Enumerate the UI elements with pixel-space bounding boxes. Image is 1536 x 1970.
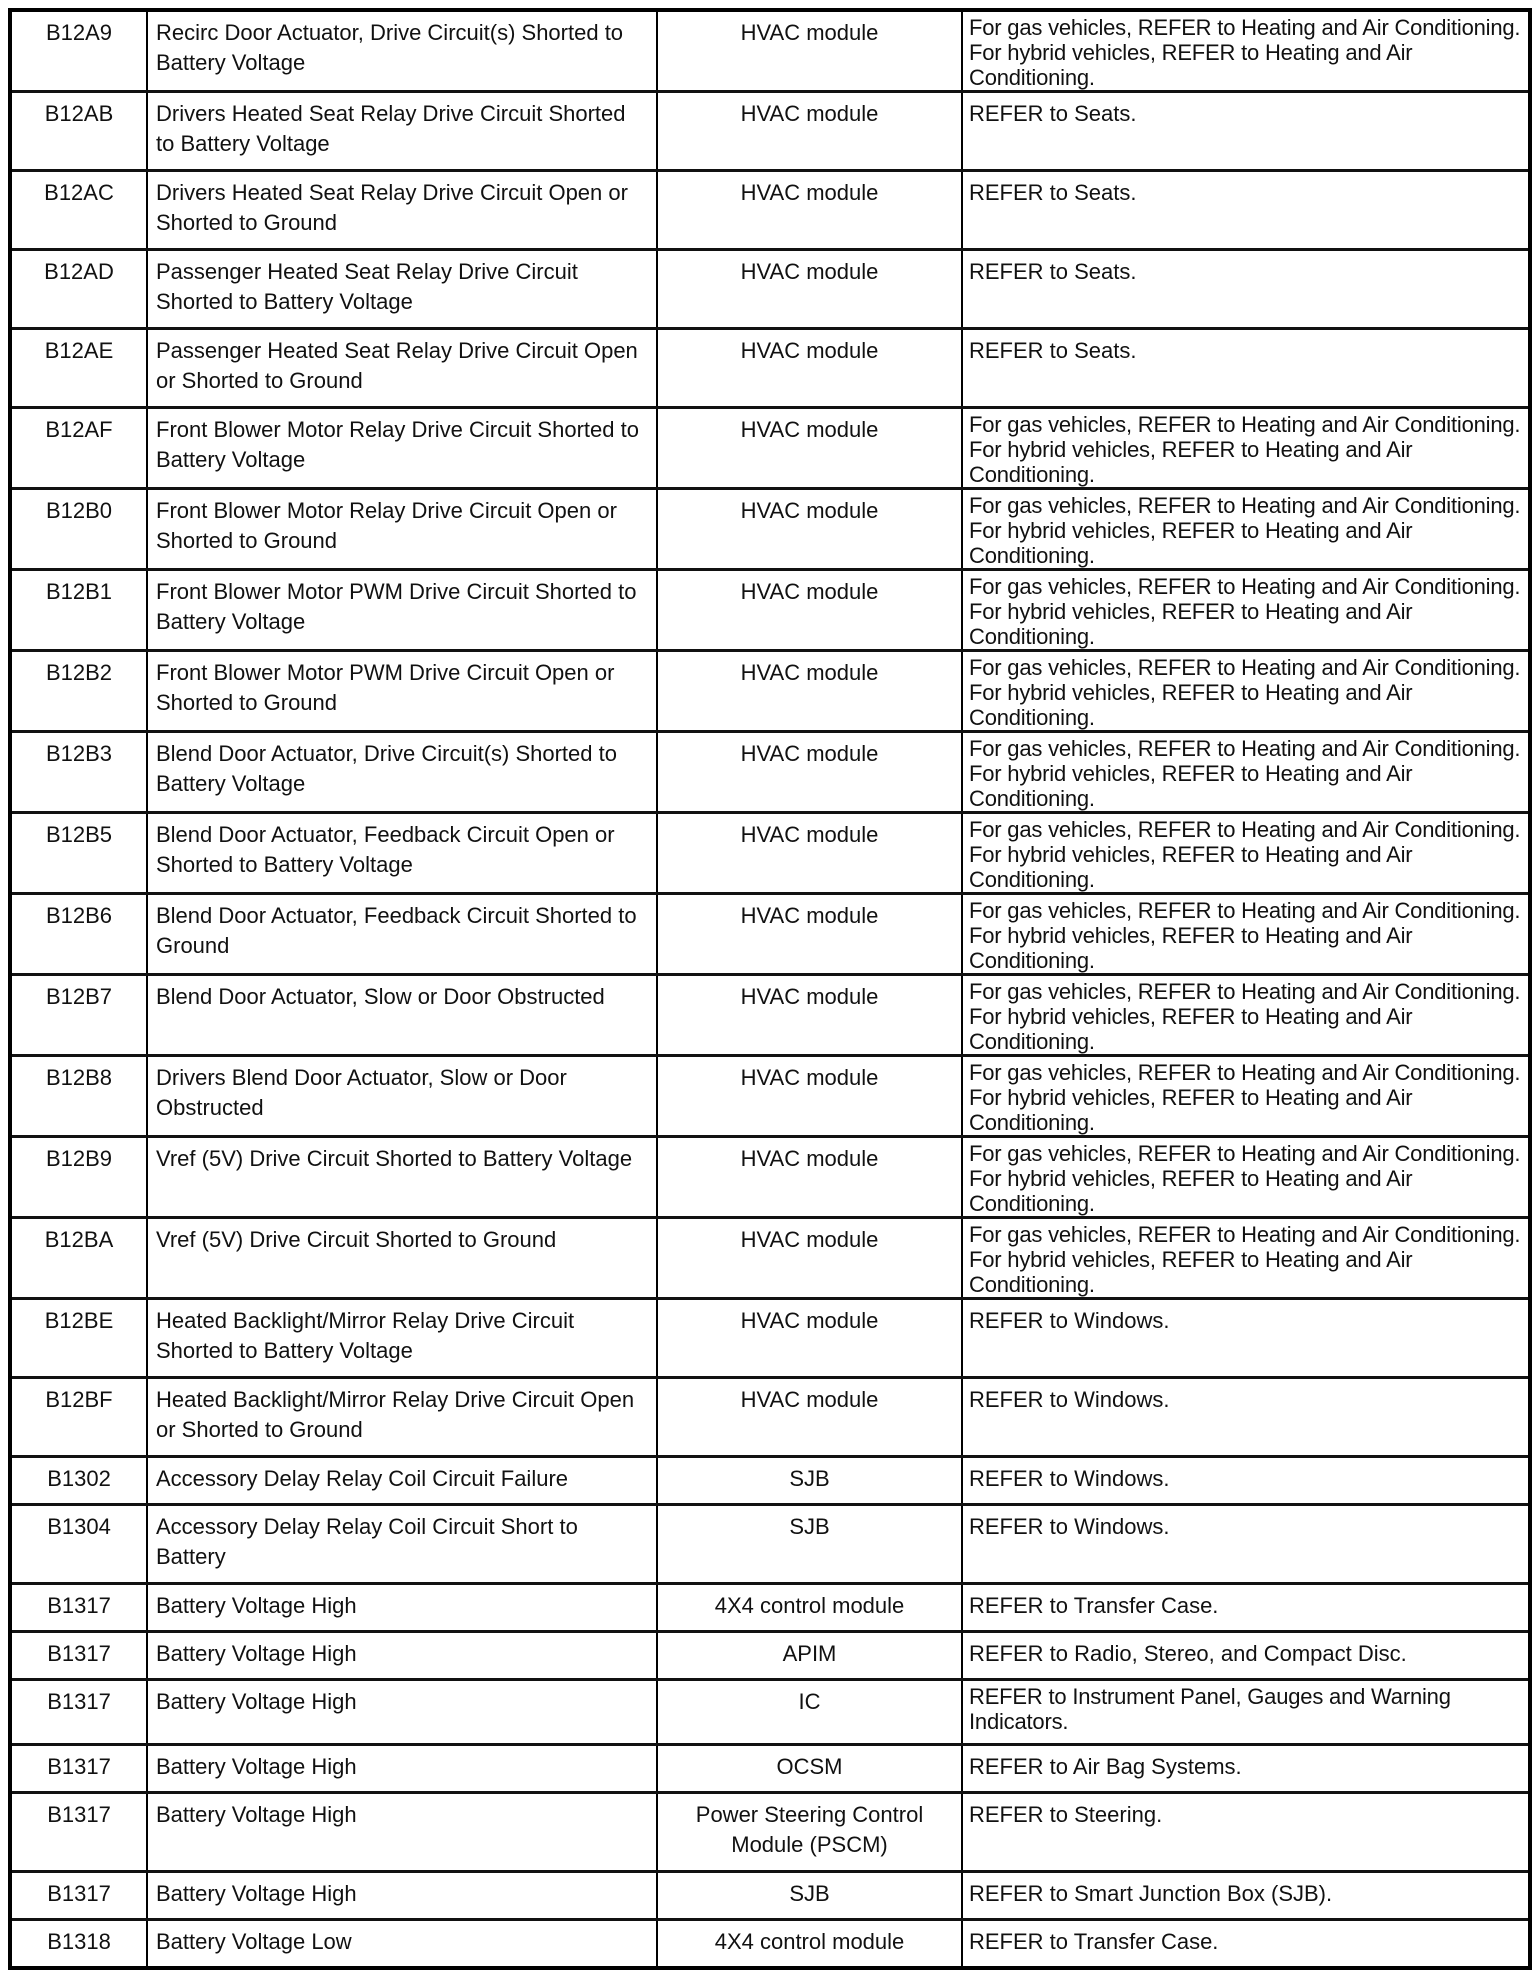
dtc-description: Accessory Delay Relay Coil Circuit Short to Battery	[147, 1505, 657, 1584]
table-row	[10, 1056, 1530, 1137]
dtc-module: HVAC module	[657, 732, 962, 813]
dtc-description: Passenger Heated Seat Relay Drive Circuit Shorted to Battery Voltage	[147, 250, 657, 329]
table-row	[10, 489, 1530, 570]
dtc-action: REFER to Seats.	[962, 250, 1530, 329]
dtc-code: B12BF	[10, 1378, 147, 1457]
dtc-code: B1317	[10, 1745, 147, 1793]
dtc-action: For gas vehicles, REFER to Heating and Air Conditioning. For hybrid vehicles, REFER to Heating and Air Conditioning.	[962, 732, 1530, 813]
dtc-action: For gas vehicles, REFER to Heating and Air Conditioning. For hybrid vehicles, REFER to Heating and Air Conditioning.	[962, 1137, 1530, 1218]
dtc-code: B12B2	[10, 651, 147, 732]
table-row	[10, 1584, 1530, 1632]
dtc-description: Heated Backlight/Mirror Relay Drive Circuit Shorted to Battery Voltage	[147, 1299, 657, 1378]
dtc-module: HVAC module	[657, 813, 962, 894]
dtc-description: Battery Voltage High	[147, 1745, 657, 1793]
dtc-action: For gas vehicles, REFER to Heating and Air Conditioning. For hybrid vehicles, REFER to Heating and Air Conditioning.	[962, 489, 1530, 570]
dtc-description: Battery Voltage High	[147, 1632, 657, 1680]
dtc-module: HVAC module	[657, 329, 962, 408]
dtc-action: For gas vehicles, REFER to Heating and Air Conditioning. For hybrid vehicles, REFER to Heating and Air Conditioning.	[962, 813, 1530, 894]
dtc-action: REFER to Transfer Case.	[962, 1584, 1530, 1632]
dtc-module: HVAC module	[657, 894, 962, 975]
dtc-description: Blend Door Actuator, Drive Circuit(s) Shorted to Battery Voltage	[147, 732, 657, 813]
dtc-action: REFER to Seats.	[962, 92, 1530, 171]
dtc-action: REFER to Smart Junction Box (SJB).	[962, 1872, 1530, 1920]
dtc-action: REFER to Air Bag Systems.	[962, 1745, 1530, 1793]
dtc-code: B1317	[10, 1632, 147, 1680]
dtc-code: B12B8	[10, 1056, 147, 1137]
dtc-action: For gas vehicles, REFER to Heating and Air Conditioning. For hybrid vehicles, REFER to Heating and Air Conditioning.	[962, 975, 1530, 1056]
dtc-description: Front Blower Motor PWM Drive Circuit Open or Shorted to Ground	[147, 651, 657, 732]
dtc-module: OCSM	[657, 1745, 962, 1793]
dtc-description: Accessory Delay Relay Coil Circuit Failure	[147, 1457, 657, 1505]
dtc-code: B12BA	[10, 1218, 147, 1299]
dtc-code: B12BE	[10, 1299, 147, 1378]
dtc-description: Blend Door Actuator, Feedback Circuit Shorted to Ground	[147, 894, 657, 975]
table-row	[10, 894, 1530, 975]
dtc-action: For gas vehicles, REFER to Heating and Air Conditioning. For hybrid vehicles, REFER to Heating and Air Conditioning.	[962, 1218, 1530, 1299]
table-row	[10, 570, 1530, 651]
table-row	[10, 1505, 1530, 1584]
dtc-module: 4X4 control module	[657, 1584, 962, 1632]
dtc-code: B12B3	[10, 732, 147, 813]
dtc-code: B12AF	[10, 408, 147, 489]
dtc-code: B12B6	[10, 894, 147, 975]
dtc-description: Battery Voltage High	[147, 1584, 657, 1632]
dtc-description: Vref (5V) Drive Circuit Shorted to Ground	[147, 1218, 657, 1299]
table-row	[10, 1793, 1530, 1872]
dtc-table-body	[10, 10, 1530, 1968]
table-row	[10, 1218, 1530, 1299]
dtc-code: B12AB	[10, 92, 147, 171]
dtc-code: B1317	[10, 1680, 147, 1745]
dtc-action: For gas vehicles, REFER to Heating and Air Conditioning. For hybrid vehicles, REFER to Heating and Air Conditioning.	[962, 1056, 1530, 1137]
dtc-description: Front Blower Motor PWM Drive Circuit Shorted to Battery Voltage	[147, 570, 657, 651]
dtc-code: B12B7	[10, 975, 147, 1056]
dtc-description: Battery Voltage High	[147, 1680, 657, 1745]
dtc-action: REFER to Steering.	[962, 1793, 1530, 1872]
dtc-action: REFER to Windows.	[962, 1378, 1530, 1457]
table-row	[10, 171, 1530, 250]
dtc-module: HVAC module	[657, 1299, 962, 1378]
dtc-module: IC	[657, 1680, 962, 1745]
table-row	[10, 651, 1530, 732]
table-row	[10, 1137, 1530, 1218]
table-row	[10, 408, 1530, 489]
table-row	[10, 1920, 1530, 1968]
table-row	[10, 813, 1530, 894]
dtc-action: REFER to Transfer Case.	[962, 1920, 1530, 1968]
dtc-description: Drivers Blend Door Actuator, Slow or Door Obstructed	[147, 1056, 657, 1137]
dtc-module: HVAC module	[657, 1056, 962, 1137]
dtc-module: HVAC module	[657, 92, 962, 171]
dtc-action: For gas vehicles, REFER to Heating and Air Conditioning. For hybrid vehicles, REFER to Heating and Air Conditioning.	[962, 10, 1530, 92]
table-row	[10, 250, 1530, 329]
dtc-code: B1302	[10, 1457, 147, 1505]
dtc-code: B12A9	[10, 10, 147, 92]
table-row	[10, 1632, 1530, 1680]
dtc-description: Front Blower Motor Relay Drive Circuit Open or Shorted to Ground	[147, 489, 657, 570]
table-row	[10, 1378, 1530, 1457]
dtc-code: B1317	[10, 1584, 147, 1632]
dtc-module: HVAC module	[657, 408, 962, 489]
dtc-action: REFER to Radio, Stereo, and Compact Disc.	[962, 1632, 1530, 1680]
dtc-module: HVAC module	[657, 1137, 962, 1218]
table-row	[10, 10, 1530, 92]
dtc-description: Battery Voltage High	[147, 1793, 657, 1872]
dtc-action: For gas vehicles, REFER to Heating and Air Conditioning. For hybrid vehicles, REFER to Heating and Air Conditioning.	[962, 570, 1530, 651]
dtc-module: SJB	[657, 1872, 962, 1920]
dtc-action: REFER to Seats.	[962, 171, 1530, 250]
dtc-module: HVAC module	[657, 10, 962, 92]
dtc-module: HVAC module	[657, 250, 962, 329]
dtc-description: Drivers Heated Seat Relay Drive Circuit Shorted to Battery Voltage	[147, 92, 657, 171]
dtc-description: Blend Door Actuator, Feedback Circuit Open or Shorted to Battery Voltage	[147, 813, 657, 894]
dtc-code: B1317	[10, 1872, 147, 1920]
dtc-code: B1304	[10, 1505, 147, 1584]
dtc-description: Passenger Heated Seat Relay Drive Circuit Open or Shorted to Ground	[147, 329, 657, 408]
dtc-module: HVAC module	[657, 651, 962, 732]
dtc-description: Recirc Door Actuator, Drive Circuit(s) Shorted to Battery Voltage	[147, 10, 657, 92]
dtc-module: HVAC module	[657, 1378, 962, 1457]
dtc-action: REFER to Seats.	[962, 329, 1530, 408]
dtc-code: B1317	[10, 1793, 147, 1872]
dtc-code: B12B1	[10, 570, 147, 651]
dtc-code: B12B0	[10, 489, 147, 570]
dtc-module: HVAC module	[657, 975, 962, 1056]
dtc-module: HVAC module	[657, 1218, 962, 1299]
dtc-description: Blend Door Actuator, Slow or Door Obstructed	[147, 975, 657, 1056]
dtc-module: HVAC module	[657, 570, 962, 651]
dtc-table	[8, 8, 1532, 1970]
dtc-module: HVAC module	[657, 171, 962, 250]
dtc-module: APIM	[657, 1632, 962, 1680]
table-row	[10, 1457, 1530, 1505]
table-row	[10, 1745, 1530, 1793]
table-row	[10, 1872, 1530, 1920]
dtc-code: B12AD	[10, 250, 147, 329]
dtc-code: B12B5	[10, 813, 147, 894]
dtc-code: B12AC	[10, 171, 147, 250]
dtc-action: REFER to Instrument Panel, Gauges and Warning Indicators.	[962, 1680, 1530, 1745]
dtc-module: Power Steering Control Module (PSCM)	[657, 1793, 962, 1872]
dtc-description: Drivers Heated Seat Relay Drive Circuit Open or Shorted to Ground	[147, 171, 657, 250]
dtc-description: Heated Backlight/Mirror Relay Drive Circuit Open or Shorted to Ground	[147, 1378, 657, 1457]
dtc-description: Vref (5V) Drive Circuit Shorted to Battery Voltage	[147, 1137, 657, 1218]
dtc-action: REFER to Windows.	[962, 1457, 1530, 1505]
table-row	[10, 329, 1530, 408]
dtc-description: Front Blower Motor Relay Drive Circuit Shorted to Battery Voltage	[147, 408, 657, 489]
dtc-module: SJB	[657, 1505, 962, 1584]
dtc-action: For gas vehicles, REFER to Heating and Air Conditioning. For hybrid vehicles, REFER to Heating and Air Conditioning.	[962, 894, 1530, 975]
dtc-code: B12B9	[10, 1137, 147, 1218]
dtc-description: Battery Voltage Low	[147, 1920, 657, 1968]
table-row	[10, 1299, 1530, 1378]
dtc-action: For gas vehicles, REFER to Heating and Air Conditioning. For hybrid vehicles, REFER to Heating and Air Conditioning.	[962, 651, 1530, 732]
dtc-description: Battery Voltage High	[147, 1872, 657, 1920]
dtc-code: B1318	[10, 1920, 147, 1968]
dtc-module: SJB	[657, 1457, 962, 1505]
table-row	[10, 975, 1530, 1056]
dtc-action: REFER to Windows.	[962, 1299, 1530, 1378]
table-row	[10, 1680, 1530, 1745]
table-row	[10, 732, 1530, 813]
dtc-module: HVAC module	[657, 489, 962, 570]
dtc-module: 4X4 control module	[657, 1920, 962, 1968]
dtc-code: B12AE	[10, 329, 147, 408]
table-row	[10, 92, 1530, 171]
dtc-action: For gas vehicles, REFER to Heating and Air Conditioning. For hybrid vehicles, REFER to Heating and Air Conditioning.	[962, 408, 1530, 489]
dtc-action: REFER to Windows.	[962, 1505, 1530, 1584]
